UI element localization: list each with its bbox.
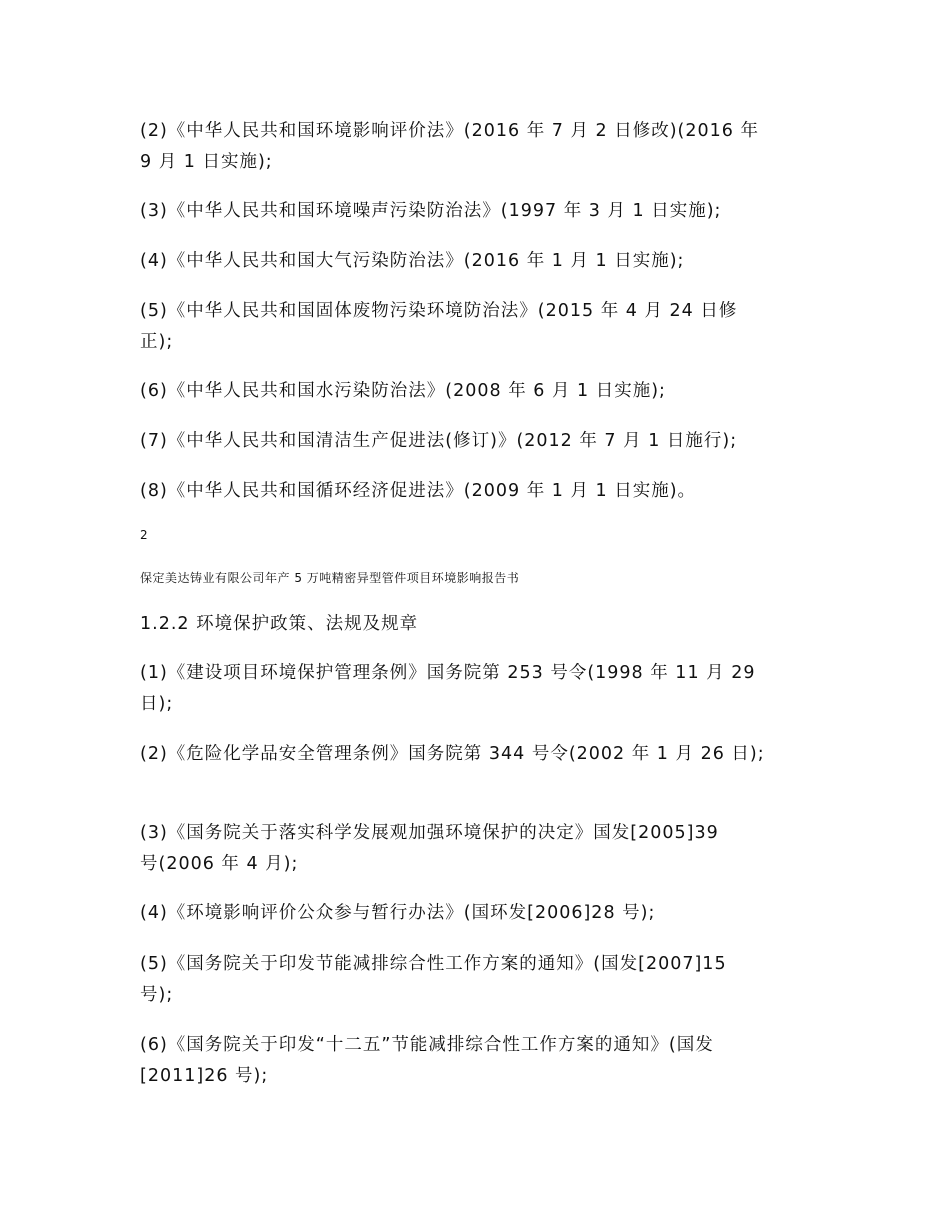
law-item-2: (2)《中华人民共和国环境影响评价法》(2016 年 7 月 2 日修改)(2016 年 9 月 1 日实施); — [140, 121, 759, 172]
law-item-5: (5)《中华人民共和国固体废物污染环境防治法》(2015 年 4 月 24 日修 正); — [140, 301, 738, 352]
law-item-4: (4)《中华人民共和国大气污染防治法》(2016 年 1 月 1 日实施); — [140, 251, 685, 271]
law-item-6: (6)《中华人民共和国水污染防治法》(2008 年 6 月 1 日实施); — [140, 381, 666, 401]
law-item-7: (7)《中华人民共和国清洁生产促进法(修订)》(2012 年 7 月 1 日施行); — [140, 431, 738, 451]
regulation-item-3: (3)《国务院关于落实科学发展观加强环境保护的决定》国发[2005]39 号(2006 年 4 月); — [140, 823, 719, 874]
regulation-item-6: (6)《国务院关于印发“十二五”节能减排综合性工作方案的通知》(国发 [2011]26 号); — [140, 1035, 714, 1086]
regulation-item-2: (2)《危险化学品安全管理条例》国务院第 344 号令(2002 年 1 月 26 日); — [140, 744, 765, 764]
regulation-item-4: (4)《环境影响评价公众参与暂行办法》(国环发[2006]28 号); — [140, 903, 656, 923]
page-number: 2 — [140, 528, 149, 542]
section-heading: 1.2.2 环境保护政策、法规及规章 — [140, 614, 419, 634]
regulation-item-5: (5)《国务院关于印发节能减排综合性工作方案的通知》(国发[2007]15 号); — [140, 954, 727, 1005]
regulation-item-1: (1)《建设项目环境保护管理条例》国务院第 253 号令(1998 年 11 月 29 日); — [140, 663, 756, 714]
law-item-3: (3)《中华人民共和国环境噪声污染防治法》(1997 年 3 月 1 日实施); — [140, 201, 722, 221]
running-header: 保定美达铸业有限公司年产 5 万吨精密异型管件项目环境影响报告书 — [140, 571, 520, 585]
law-item-8: (8)《中华人民共和国循环经济促进法》(2009 年 1 月 1 日实施)。 — [140, 481, 697, 501]
